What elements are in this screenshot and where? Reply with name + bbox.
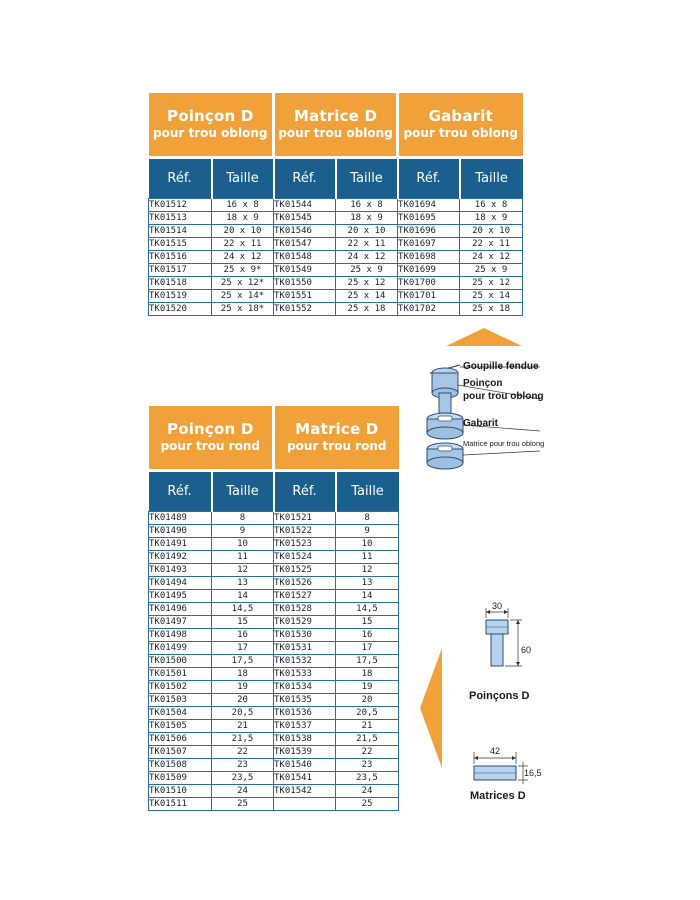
size-cell: 16 <box>212 628 274 641</box>
size-cell: 17 <box>336 641 399 654</box>
table-row <box>149 706 399 719</box>
col-size-header: Taille <box>212 157 274 198</box>
punch-dimension-diagram <box>476 600 536 680</box>
size-cell: 14 <box>336 589 399 602</box>
ref-cell: TK01531 <box>274 641 336 654</box>
size-cell: 25 x 14* <box>212 289 274 302</box>
table-row <box>149 289 523 302</box>
table-row <box>149 628 399 641</box>
gauge-label: Gabarit <box>463 418 499 429</box>
ref-cell: TK01507 <box>149 745 212 758</box>
ref-cell: TK01547 <box>274 237 336 250</box>
size-cell: 25 x 14 <box>336 289 398 302</box>
size-cell: 23 <box>336 758 399 771</box>
col-ref-header: Réf. <box>149 157 212 198</box>
ref-cell: TK01525 <box>274 563 336 576</box>
size-cell: 11 <box>212 550 274 563</box>
ref-cell: TK01697 <box>398 237 460 250</box>
size-cell: 17,5 <box>212 654 274 667</box>
size-cell: 14,5 <box>336 602 399 615</box>
size-cell: 10 <box>336 537 399 550</box>
punch-label-line2: pour trou oblong <box>463 391 544 402</box>
table-row <box>149 576 399 589</box>
die-diagram-label: Matrices D <box>470 790 526 802</box>
table-row <box>149 797 399 810</box>
size-cell: 20 x 10 <box>336 224 398 237</box>
ref-cell: TK01510 <box>149 784 212 797</box>
ref-cell: TK01499 <box>149 641 212 654</box>
header-subtitle: pour trou oblong <box>403 125 518 140</box>
ref-cell: TK01493 <box>149 563 212 576</box>
size-cell: 12 <box>212 563 274 576</box>
ref-cell: TK01538 <box>274 732 336 745</box>
table-row <box>149 511 399 524</box>
ref-cell: TK01516 <box>149 250 212 263</box>
table-row <box>149 550 399 563</box>
ref-cell: TK01550 <box>274 276 336 289</box>
size-cell: 23,5 <box>336 771 399 784</box>
table-row <box>149 680 399 693</box>
col-ref-header: Réf. <box>274 470 336 511</box>
size-cell: 25 x 12 <box>336 276 398 289</box>
size-cell: 22 <box>336 745 399 758</box>
size-cell: 22 x 11 <box>212 237 274 250</box>
table-row <box>149 615 399 628</box>
size-cell: 9 <box>336 524 399 537</box>
size-cell: 22 x 11 <box>460 237 523 250</box>
ref-cell: TK01541 <box>274 771 336 784</box>
table-row <box>149 237 523 250</box>
oblong-die-header <box>274 93 398 157</box>
round-table-body <box>149 511 399 810</box>
oblong-table-body <box>149 198 523 315</box>
ref-cell: TK01517 <box>149 263 212 276</box>
size-cell: 20 <box>336 693 399 706</box>
ref-cell: TK01698 <box>398 250 460 263</box>
ref-cell: TK01511 <box>149 797 212 810</box>
table-row <box>149 693 399 706</box>
size-cell: 21 <box>212 719 274 732</box>
size-cell: 17 <box>212 641 274 654</box>
ref-cell: TK01546 <box>274 224 336 237</box>
size-cell: 24 x 12 <box>460 250 523 263</box>
size-cell: 25 x 9 <box>336 263 398 276</box>
size-cell: 25 x 12 <box>460 276 523 289</box>
size-cell: 20,5 <box>212 706 274 719</box>
size-cell: 19 <box>336 680 399 693</box>
table-row <box>149 198 523 211</box>
col-size-header: Taille <box>212 470 274 511</box>
ref-cell: TK01490 <box>149 524 212 537</box>
table-row <box>149 589 399 602</box>
header-subtitle: pour trou oblong <box>278 125 393 140</box>
table-row <box>149 732 399 745</box>
size-cell: 12 <box>336 563 399 576</box>
table-row <box>149 719 399 732</box>
round-hole-table <box>148 406 399 811</box>
ref-cell: TK01501 <box>149 667 212 680</box>
ref-cell: TK01498 <box>149 628 212 641</box>
size-cell: 16 x 8 <box>212 198 274 211</box>
ref-cell: TK01509 <box>149 771 212 784</box>
ref-cell: TK01515 <box>149 237 212 250</box>
size-cell: 20 x 10 <box>460 224 523 237</box>
header-title: Gabarit <box>428 107 493 126</box>
size-cell: 8 <box>212 511 274 524</box>
size-cell: 21,5 <box>212 732 274 745</box>
table-row <box>149 524 399 537</box>
col-size-header: Taille <box>336 470 399 511</box>
size-cell: 25 x 18 <box>336 302 398 315</box>
size-cell: 15 <box>336 615 399 628</box>
size-cell: 20,5 <box>336 706 399 719</box>
table-row <box>149 250 523 263</box>
ref-cell: TK01534 <box>274 680 336 693</box>
size-cell: 13 <box>336 576 399 589</box>
size-cell: 17,5 <box>336 654 399 667</box>
size-cell: 8 <box>336 511 399 524</box>
size-cell: 25 x 18* <box>212 302 274 315</box>
ref-cell: TK01532 <box>274 654 336 667</box>
ref-cell: TK01489 <box>149 511 212 524</box>
table-row <box>149 771 399 784</box>
table-row <box>149 263 523 276</box>
punch-width-dimension: 30 <box>492 601 503 611</box>
ref-cell: TK01700 <box>398 276 460 289</box>
table-row <box>149 302 523 315</box>
ref-cell: TK01503 <box>149 693 212 706</box>
size-cell: 21 <box>336 719 399 732</box>
split-pin-label: Goupille fendue <box>463 361 539 372</box>
size-cell: 20 x 10 <box>212 224 274 237</box>
size-cell: 25 <box>212 797 274 810</box>
table-row <box>149 211 523 224</box>
ref-cell: TK01535 <box>274 693 336 706</box>
header-subtitle: pour trou oblong <box>153 125 268 140</box>
ref-cell: TK01548 <box>274 250 336 263</box>
size-cell: 11 <box>336 550 399 563</box>
ref-cell: TK01539 <box>274 745 336 758</box>
size-cell: 16 x 8 <box>336 198 398 211</box>
header-subtitle: pour trou rond <box>160 438 260 453</box>
ref-cell: TK01497 <box>149 615 212 628</box>
ref-cell: TK01508 <box>149 758 212 771</box>
size-cell: 23,5 <box>212 771 274 784</box>
table-row <box>149 784 399 797</box>
ref-cell: TK01527 <box>274 589 336 602</box>
size-cell: 22 x 11 <box>336 237 398 250</box>
header-title: Matrice D <box>293 107 378 126</box>
size-cell: 18 <box>212 667 274 680</box>
ref-cell: TK01696 <box>398 224 460 237</box>
oblong-hole-table <box>148 93 523 316</box>
ref-cell: TK01523 <box>274 537 336 550</box>
ref-cell: TK01526 <box>274 576 336 589</box>
size-cell: 18 x 9 <box>336 211 398 224</box>
ref-cell: TK01522 <box>274 524 336 537</box>
oblong-gauge-header <box>398 93 523 157</box>
size-cell: 20 <box>212 693 274 706</box>
ref-cell: TK01513 <box>149 211 212 224</box>
ref-cell: TK01544 <box>274 198 336 211</box>
ref-cell: TK01519 <box>149 289 212 302</box>
ref-cell: TK01545 <box>274 211 336 224</box>
die-width-dimension: 42 <box>490 746 501 756</box>
size-cell: 25 <box>336 797 399 810</box>
size-cell: 25 x 9* <box>212 263 274 276</box>
ref-cell: TK01537 <box>274 719 336 732</box>
ref-cell: TK01521 <box>274 511 336 524</box>
arrow-left-icon <box>420 648 442 768</box>
ref-cell: TK01528 <box>274 602 336 615</box>
table-row <box>149 654 399 667</box>
ref-cell: TK01702 <box>398 302 460 315</box>
punch-height-dimension: 60 <box>521 645 532 655</box>
ref-cell: TK01500 <box>149 654 212 667</box>
ref-cell: TK01549 <box>274 263 336 276</box>
ref-cell: TK01530 <box>274 628 336 641</box>
die-label: Matrice pour trou oblong <box>463 439 545 448</box>
ref-cell: TK01512 <box>149 198 212 211</box>
size-cell: 9 <box>212 524 274 537</box>
size-cell: 25 x 18 <box>460 302 523 315</box>
ref-cell: TK01694 <box>398 198 460 211</box>
size-cell: 10 <box>212 537 274 550</box>
ref-cell: TK01701 <box>398 289 460 302</box>
col-ref-header: Réf. <box>149 470 212 511</box>
header-subtitle: pour trou rond <box>287 438 387 453</box>
size-cell: 19 <box>212 680 274 693</box>
size-cell: 14 <box>212 589 274 602</box>
size-cell: 18 x 9 <box>212 211 274 224</box>
table-row <box>149 745 399 758</box>
ref-cell: TK01502 <box>149 680 212 693</box>
size-cell: 13 <box>212 576 274 589</box>
size-cell: 24 <box>212 784 274 797</box>
ref-cell: TK01506 <box>149 732 212 745</box>
ref-cell <box>274 797 336 810</box>
punch-diagram-label: Poinçons D <box>469 690 530 702</box>
ref-cell: TK01505 <box>149 719 212 732</box>
table-row <box>149 537 399 550</box>
header-title: Matrice D <box>295 420 379 439</box>
size-cell: 18 <box>336 667 399 680</box>
size-cell: 22 <box>212 745 274 758</box>
table-row <box>149 667 399 680</box>
punch-label-line1: Poinçon <box>463 378 503 389</box>
table-row <box>149 602 399 615</box>
ref-cell: TK01514 <box>149 224 212 237</box>
ref-cell: TK01695 <box>398 211 460 224</box>
ref-cell: TK01540 <box>274 758 336 771</box>
header-title: Poinçon D <box>167 107 254 126</box>
ref-cell: TK01504 <box>149 706 212 719</box>
size-cell: 16 x 8 <box>460 198 523 211</box>
size-cell: 25 x 12* <box>212 276 274 289</box>
size-cell: 25 x 9 <box>460 263 523 276</box>
col-size-header: Taille <box>336 157 398 198</box>
size-cell: 16 <box>336 628 399 641</box>
size-cell: 25 x 14 <box>460 289 523 302</box>
col-size-header: Taille <box>460 157 523 198</box>
ref-cell: TK01492 <box>149 550 212 563</box>
ref-cell: TK01491 <box>149 537 212 550</box>
ref-cell: TK01520 <box>149 302 212 315</box>
ref-cell: TK01542 <box>274 784 336 797</box>
ref-cell: TK01518 <box>149 276 212 289</box>
header-title: Poinçon D <box>167 420 254 439</box>
ref-cell: TK01551 <box>274 289 336 302</box>
ref-cell: TK01699 <box>398 263 460 276</box>
ref-cell: TK01533 <box>274 667 336 680</box>
arrow-up-icon <box>446 328 522 346</box>
table-row <box>149 276 523 289</box>
ref-cell: TK01552 <box>274 302 336 315</box>
size-cell: 21,5 <box>336 732 399 745</box>
round-die-header <box>274 406 399 470</box>
ref-cell: TK01524 <box>274 550 336 563</box>
ref-cell: TK01495 <box>149 589 212 602</box>
size-cell: 14,5 <box>212 602 274 615</box>
size-cell: 24 x 12 <box>336 250 398 263</box>
table-row <box>149 563 399 576</box>
ref-cell: TK01529 <box>274 615 336 628</box>
ref-cell: TK01536 <box>274 706 336 719</box>
table-row <box>149 641 399 654</box>
size-cell: 18 x 9 <box>460 211 523 224</box>
die-height-dimension: 16,5 <box>524 768 542 778</box>
col-ref-header: Réf. <box>274 157 336 198</box>
size-cell: 24 x 12 <box>212 250 274 263</box>
table-row <box>149 224 523 237</box>
table-row <box>149 758 399 771</box>
ref-cell: TK01496 <box>149 602 212 615</box>
size-cell: 15 <box>212 615 274 628</box>
col-ref-header: Réf. <box>398 157 460 198</box>
oblong-punch-header <box>149 93 274 157</box>
size-cell: 24 <box>336 784 399 797</box>
size-cell: 23 <box>212 758 274 771</box>
ref-cell: TK01494 <box>149 576 212 589</box>
round-punch-header <box>149 406 274 470</box>
